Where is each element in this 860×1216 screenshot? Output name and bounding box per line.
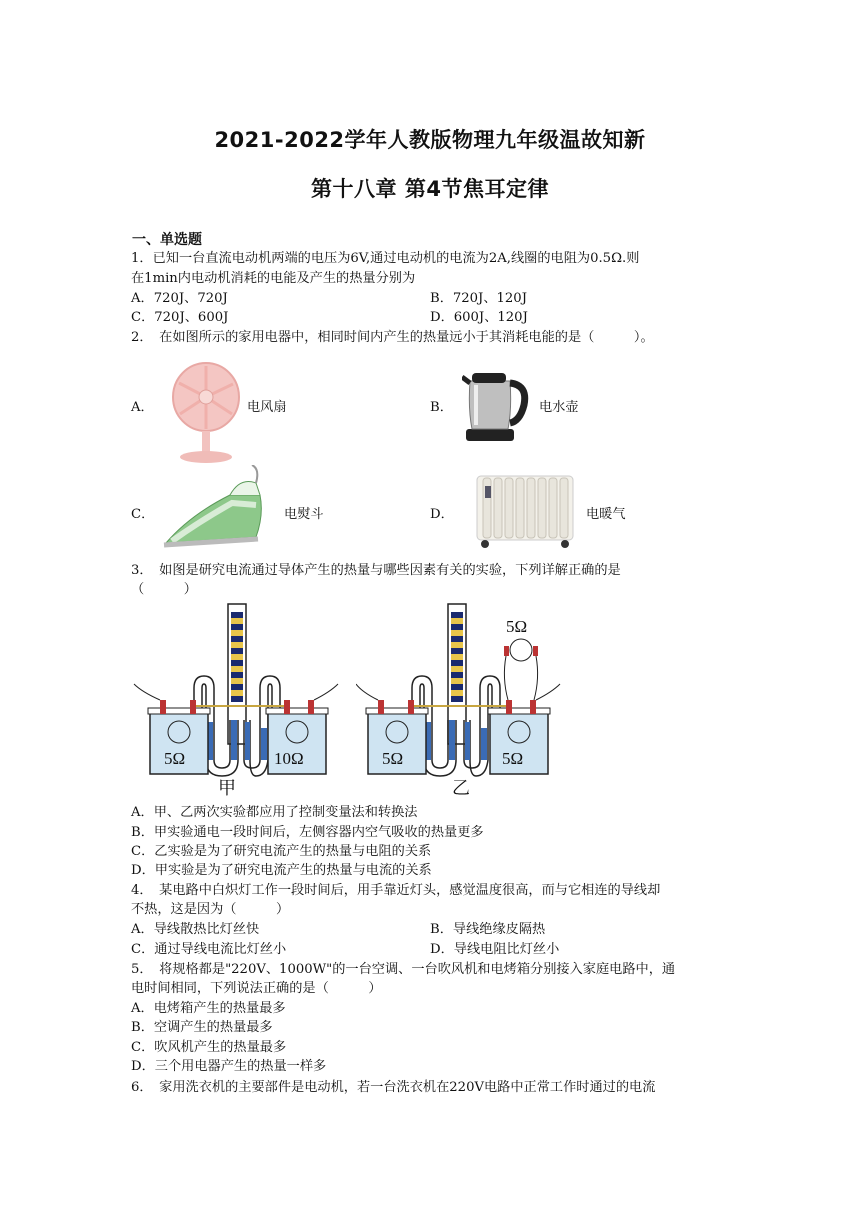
- q3-stem-line2: （ ）: [131, 582, 197, 597]
- q2-option-a-label: A．: [131, 400, 154, 415]
- q1-option-d: D．600J、120J: [430, 310, 528, 325]
- q3-option-c: C．乙实验是为了研究电流产生的热量与电阻的关系: [131, 844, 432, 859]
- q5-stem-line2: 电时间相同，下列说法正确的是（ ）: [131, 981, 382, 996]
- section-heading: 一、单选题: [132, 232, 202, 248]
- electric-iron-image: [160, 465, 268, 553]
- q2-option-c-name: 电熨斗: [284, 507, 324, 522]
- yi-external-resistor-label: 5Ω: [506, 617, 528, 636]
- q1-stem-line2: 在1min内电动机消耗的电能及产生的热量分别为: [131, 271, 416, 286]
- electric-kettle-image: [462, 369, 530, 445]
- yi-right-resistor-label: 5Ω: [502, 749, 524, 768]
- q3-option-a: A．甲、乙两次实验都应用了控制变量法和转换法: [131, 805, 418, 820]
- q2-option-d-name: 电暖气: [586, 507, 626, 522]
- jia-left-resistor-label: 5Ω: [164, 749, 186, 768]
- q1-option-b: B．720J、120J: [430, 291, 527, 306]
- jia-caption: 甲: [218, 778, 236, 799]
- q6-stem-line1: 6． 家用洗衣机的主要部件是电动机，若一台洗衣机在220V电路中正常工作时通过的电流: [131, 1080, 656, 1095]
- electric-heater-image: [473, 472, 577, 550]
- q4-stem-line2: 不热，这是因为（ ）: [131, 902, 290, 917]
- q2-option-a-name: 电风扇: [247, 400, 287, 415]
- q4-option-d: D．导线电阻比灯丝小: [430, 942, 560, 957]
- q5-stem-line1: 5． 将规格都是"220V、1000W"的一台空调、一台吹风机和电烤箱分别接入家庭电路中，通: [131, 962, 676, 977]
- q2-option-b-name: 电水壶: [539, 400, 579, 415]
- experiment-figure-yi: [356, 602, 566, 802]
- q2-stem: 2． 在如图所示的家用电器中，相同时间内产生的热量远小于其消耗电能的是（ ）。: [131, 330, 654, 345]
- q2-option-d-label: D．: [430, 507, 454, 522]
- q1-option-c: C．720J、600J: [131, 310, 229, 325]
- experiment-figure-jia: [132, 602, 342, 802]
- q5-option-d: D．三个用电器产生的热量一样多: [131, 1059, 327, 1074]
- q2-option-c-label: C．: [131, 507, 155, 522]
- page-subtitle: 第十八章 第4节焦耳定律: [311, 177, 549, 201]
- q3-stem-line1: 3． 如图是研究电流通过导体产生的热量与哪些因素有关的实验，下列详解正确的是: [131, 563, 621, 578]
- q4-option-a: A．导线散热比灯丝快: [131, 922, 260, 937]
- q2-option-b-label: B．: [430, 400, 453, 415]
- q3-option-b: B．甲实验通电一段时间后，左侧容器内空气吸收的热量更多: [131, 825, 484, 840]
- q4-stem-line1: 4． 某电路中白炽灯工作一段时间后，用手靠近灯头，感觉温度很高，而与它相连的导线却: [131, 883, 661, 898]
- q4-option-c: C．通过导线电流比灯丝小: [131, 942, 287, 957]
- q5-option-c: C．吹风机产生的热量最多: [131, 1040, 287, 1055]
- page-title: 2021-2022学年人教版物理九年级温故知新: [214, 128, 646, 152]
- jia-right-resistor-label: 10Ω: [274, 749, 304, 768]
- q1-stem-line1: 1．已知一台直流电动机两端的电压为6V,通过电动机的电流为2A,线圈的电阻为0.5Ω.则: [131, 251, 640, 266]
- q5-option-a: A．电烤箱产生的热量最多: [131, 1001, 286, 1016]
- electric-fan-image: [170, 357, 242, 465]
- q5-option-b: B．空调产生的热量最多: [131, 1020, 273, 1035]
- q4-option-b: B．导线绝缘皮隔热: [430, 922, 546, 937]
- yi-caption: 乙: [452, 778, 470, 799]
- yi-left-resistor-label: 5Ω: [382, 749, 404, 768]
- q3-option-d: D．甲实验是为了研究电流产生的热量与电流的关系: [131, 863, 432, 878]
- q1-option-a: A．720J、720J: [131, 291, 228, 306]
